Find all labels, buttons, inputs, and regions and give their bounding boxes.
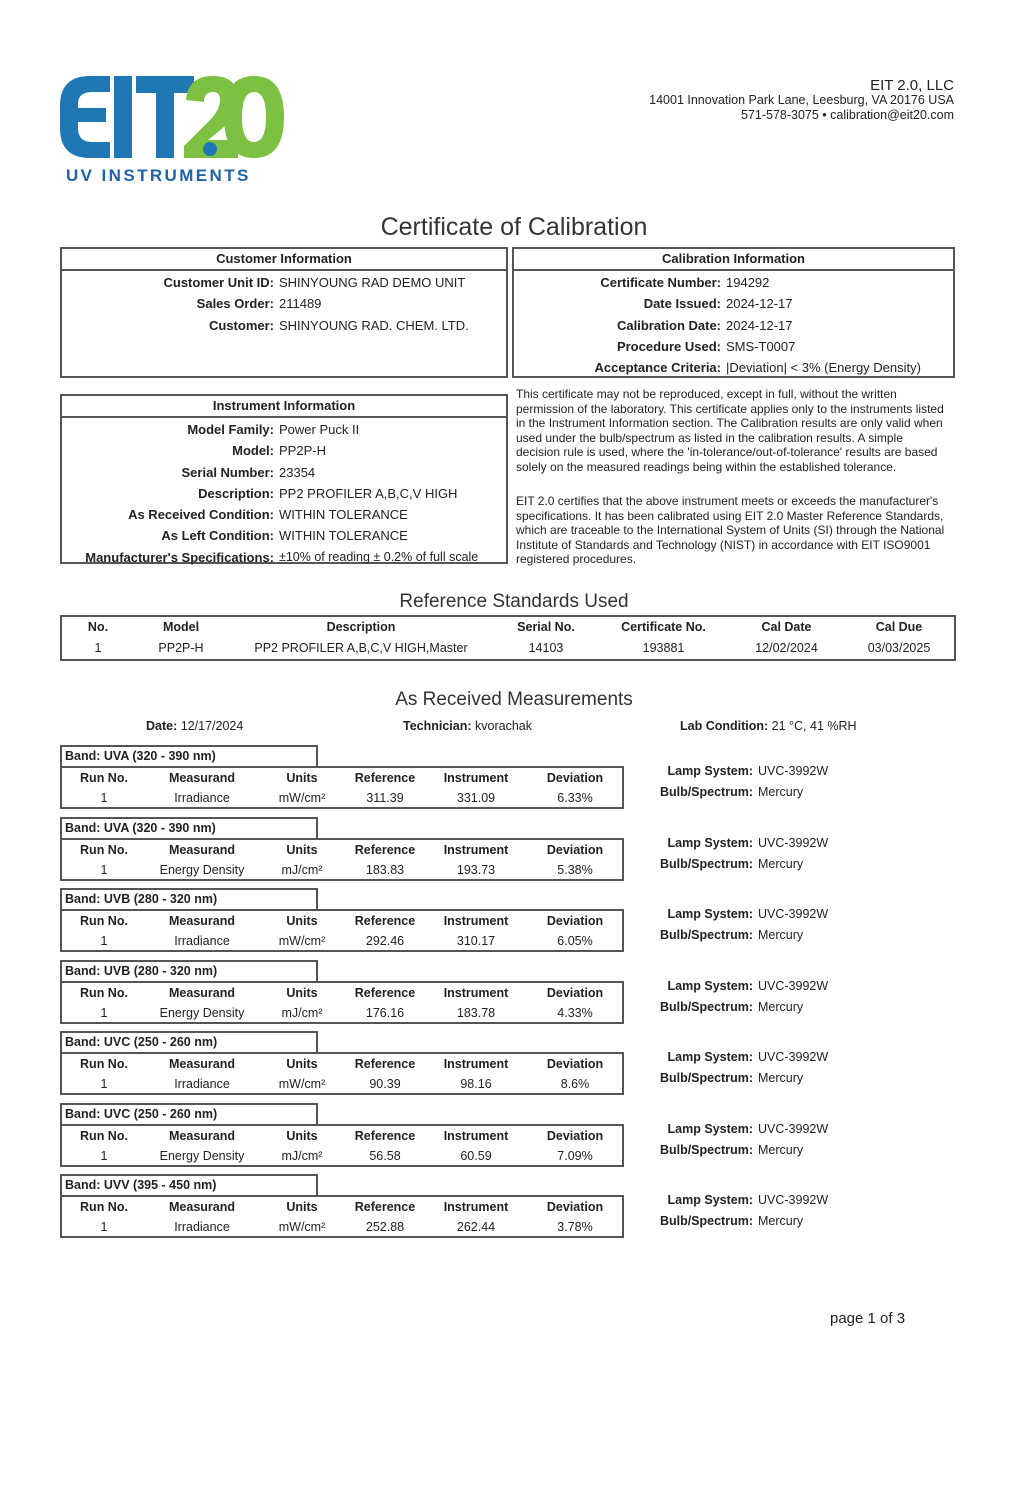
column-header: Units <box>286 1200 318 1214</box>
bulb-spectrum-label: Bulb/Spectrum: <box>659 1071 753 1085</box>
info-label: Customer Unit ID: <box>163 275 274 290</box>
lamp-system-value: UVC-3992W <box>758 1050 829 1064</box>
table-cell: 331.09 <box>456 791 496 805</box>
info-value: 23354 <box>279 464 316 480</box>
column-header: Units <box>286 843 318 857</box>
bulb-spectrum-value: Mercury <box>758 785 804 799</box>
info-value: 194292 <box>726 275 770 290</box>
column-header: Deviation <box>546 771 604 785</box>
info-value: |Deviation| < 3% (Energy Density) <box>726 360 921 376</box>
info-row <box>62 272 506 293</box>
table-cell: mJ/cm² <box>281 1149 323 1163</box>
lamp-system-label: Lamp System: <box>667 1193 753 1207</box>
band-label: Band: UVB (280 - 320 nm) <box>60 888 318 909</box>
column-header: Deviation <box>546 843 604 857</box>
column-header: Units <box>286 914 318 928</box>
table-cell: 310.17 <box>456 934 496 948</box>
band-label: Band: UVA (320 - 390 nm) <box>60 817 318 838</box>
column-header: Deviation <box>546 914 604 928</box>
lamp-system-value: UVC-3992W <box>758 1193 829 1207</box>
table-cell: 14103 <box>528 641 564 655</box>
measurement-table <box>60 838 624 881</box>
table-cell: Irradiance <box>174 791 230 805</box>
reference-standards-table <box>60 615 956 661</box>
table-row <box>62 638 954 659</box>
column-header: Reference <box>354 843 416 857</box>
bulb-spectrum-value: Mercury <box>758 1071 804 1085</box>
info-label: Date Issued: <box>643 296 721 312</box>
lamp-system-label: Lamp System: <box>667 979 753 993</box>
lab-condition <box>680 719 857 733</box>
customer-information-box <box>60 247 508 378</box>
instrument-information-heading: Instrument Information <box>62 396 506 418</box>
table-cell: 12/02/2024 <box>755 641 818 655</box>
bulb-spectrum-value: Mercury <box>758 857 804 871</box>
bulb-spectrum-value: Mercury <box>758 928 804 942</box>
info-value: SHINYOUNG RAD. CHEM. LTD. <box>279 317 469 333</box>
table-row <box>62 1146 622 1166</box>
column-header: Certificate No. <box>621 620 706 634</box>
table-cell: Energy Density <box>159 1149 245 1163</box>
info-label: Model Family: <box>187 422 274 437</box>
info-label: Manufacturer's Specifications: <box>85 549 274 565</box>
lamp-info <box>655 833 828 875</box>
table-cell: 262.44 <box>456 1220 496 1234</box>
info-value: WITHIN TOLERANCE <box>279 507 408 523</box>
company-name: EIT 2.0, LLC <box>870 77 954 94</box>
table-cell: 176.16 <box>365 1006 405 1020</box>
column-header: Units <box>286 986 318 1000</box>
bulb-spectrum-label: Bulb/Spectrum: <box>659 1143 753 1157</box>
table-header-row <box>62 911 622 931</box>
table-cell: 193.73 <box>456 863 496 877</box>
lamp-system-value: UVC-3992W <box>758 764 829 778</box>
info-label: Procedure Used: <box>616 338 721 354</box>
table-cell: Irradiance <box>174 934 230 948</box>
table-cell: 183.78 <box>456 1006 496 1020</box>
measurement-date <box>146 719 243 733</box>
table-cell: 1 <box>100 934 108 948</box>
table-cell: 1 <box>100 1077 108 1091</box>
table-cell: 1 <box>100 1220 108 1234</box>
lamp-system-label: Lamp System: <box>667 764 753 778</box>
column-header: Measurand <box>169 1057 235 1071</box>
technician-value: kvorachak <box>475 719 532 733</box>
info-label: As Left Condition: <box>161 528 274 544</box>
column-header: Run No. <box>80 914 128 928</box>
info-row <box>62 419 506 440</box>
table-cell: 311.39 <box>366 791 404 805</box>
column-header: Cal Date <box>761 620 812 634</box>
table-row <box>62 931 622 951</box>
lamp-system-label: Lamp System: <box>667 836 753 850</box>
column-header: Instrument <box>443 771 509 785</box>
info-value: SHINYOUNG RAD DEMO UNIT <box>279 275 466 290</box>
bulb-spectrum-label: Bulb/Spectrum: <box>659 1214 753 1228</box>
column-header: Reference <box>354 1200 416 1214</box>
table-cell: mW/cm² <box>278 1077 326 1091</box>
table-cell: mW/cm² <box>278 934 326 948</box>
column-header: Run No. <box>80 986 128 1000</box>
info-row <box>62 525 506 546</box>
column-header: Measurand <box>169 771 235 785</box>
band-label: Band: UVC (250 - 260 nm) <box>60 1031 318 1052</box>
calibration-information-heading: Calibration Information <box>514 249 953 271</box>
reproduction-notice: This certificate may not be reproduced, except in full, without the written permission of the laboratory. This certificate applies only to the instruments listed in the Instrument Information section. The Calibration results are only valid when used under the bulb/spectrum as listed in the calibration results. A simple decision rule is used, where the 'in-tolerance/out-of-tolerance' results are based solely on the measured readings being within the established tolerance. <box>516 387 944 474</box>
table-header-row <box>62 1126 622 1146</box>
lamp-system-label: Lamp System: <box>667 1050 753 1064</box>
column-header: Run No. <box>80 1200 128 1214</box>
lamp-info <box>655 1047 828 1089</box>
bulb-spectrum-label: Bulb/Spectrum: <box>659 785 753 799</box>
as-received-title: As Received Measurements <box>395 689 633 710</box>
bulb-spectrum-label: Bulb/Spectrum: <box>659 857 753 871</box>
lamp-info <box>655 1119 828 1161</box>
info-row <box>514 336 953 357</box>
table-cell: 183.83 <box>365 863 405 877</box>
column-header: Units <box>286 771 318 785</box>
table-header-row <box>62 1054 622 1074</box>
table-cell: 7.09% <box>557 1149 593 1163</box>
column-header: Instrument <box>443 986 509 1000</box>
column-header: Cal Due <box>875 620 923 634</box>
info-row <box>62 504 506 525</box>
info-label: As Received Condition: <box>128 507 274 523</box>
column-header: Units <box>286 1129 318 1143</box>
info-row <box>514 357 953 378</box>
column-header: Instrument <box>443 843 509 857</box>
table-cell: 6.33% <box>557 791 593 805</box>
info-row <box>514 272 953 293</box>
column-header: Measurand <box>169 914 235 928</box>
table-cell: 193881 <box>642 641 685 655</box>
measurement-table <box>60 1124 624 1167</box>
table-header-row <box>62 840 622 860</box>
column-header: Measurand <box>169 1129 235 1143</box>
company-contact: 571-578-3075 • calibration@eit20.com <box>740 108 954 122</box>
column-header: Description <box>326 620 396 634</box>
column-header: Reference <box>354 1057 416 1071</box>
bulb-spectrum-label: Bulb/Spectrum: <box>659 1000 753 1014</box>
column-header: Deviation <box>546 986 604 1000</box>
instrument-information-box <box>60 394 508 564</box>
info-label: Description: <box>198 485 274 501</box>
date-label: Date: <box>146 719 178 733</box>
table-cell: 1 <box>100 1006 108 1020</box>
page-number: page 1 of 3 <box>830 1310 906 1327</box>
table-cell: 252.88 <box>365 1220 405 1234</box>
info-value: SMS-T0007 <box>726 338 796 354</box>
info-row <box>62 462 506 483</box>
lab-condition-label: Lab Condition: <box>680 719 769 733</box>
bulb-spectrum-value: Mercury <box>758 1214 804 1228</box>
table-cell: 1 <box>100 863 108 877</box>
info-value: 2024-12-17 <box>726 296 793 312</box>
table-cell: 8.6% <box>560 1077 590 1091</box>
column-header: Deviation <box>546 1057 604 1071</box>
bulb-spectrum-value: Mercury <box>758 1143 804 1157</box>
lab-condition-value: 21 °C, 41 %RH <box>771 719 857 733</box>
table-row <box>62 788 622 808</box>
band-label: Band: UVV (395 - 450 nm) <box>60 1174 318 1195</box>
date-value: 12/17/2024 <box>180 719 244 733</box>
table-header-row <box>62 768 622 788</box>
table-cell: 1 <box>94 641 102 655</box>
reference-standards-title: Reference Standards Used <box>399 591 629 612</box>
table-cell: 292.46 <box>365 934 405 948</box>
table-cell: PP2 PROFILER A,B,C,V HIGH,Master <box>254 641 468 655</box>
measurement-table <box>60 981 624 1024</box>
column-header: Measurand <box>169 986 235 1000</box>
column-header: Instrument <box>443 914 509 928</box>
table-header-row <box>62 1197 622 1217</box>
measurement-table <box>60 909 624 952</box>
table-cell: 3.78% <box>557 1220 593 1234</box>
info-value: 2024-12-17 <box>726 317 793 333</box>
info-label: Calibration Date: <box>616 317 721 333</box>
info-value: WITHIN TOLERANCE <box>279 528 408 544</box>
info-row <box>514 315 953 336</box>
table-cell: PP2P-H <box>158 641 204 655</box>
page-title: Certificate of Calibration <box>380 213 648 241</box>
info-value: PP2P-H <box>279 443 326 459</box>
info-row <box>62 440 506 461</box>
table-cell: 4.33% <box>557 1006 593 1020</box>
customer-information-heading: Customer Information <box>62 249 506 271</box>
measurement-table <box>60 1052 624 1095</box>
lamp-system-value: UVC-3992W <box>758 907 829 921</box>
column-header: Instrument <box>443 1129 509 1143</box>
lamp-system-label: Lamp System: <box>667 907 753 921</box>
column-header: Instrument <box>443 1200 509 1214</box>
table-cell: mJ/cm² <box>281 1006 323 1020</box>
table-row <box>62 860 622 880</box>
company-address: 14001 Innovation Park Lane, Leesburg, VA 20176 USA <box>649 93 954 107</box>
table-row <box>62 1217 622 1237</box>
band-label: Band: UVB (280 - 320 nm) <box>60 960 318 981</box>
column-header: Instrument <box>443 1057 509 1071</box>
lamp-info <box>655 904 828 946</box>
info-label: Sales Order: <box>196 296 274 312</box>
column-header: Reference <box>354 914 416 928</box>
table-cell: Energy Density <box>159 1006 245 1020</box>
company-address-block <box>649 78 954 123</box>
column-header: No. <box>87 620 109 634</box>
column-header: Measurand <box>169 1200 235 1214</box>
column-header: Reference <box>354 1129 416 1143</box>
band-label: Band: UVC (250 - 260 nm) <box>60 1103 318 1124</box>
info-label: Serial Number: <box>181 464 274 480</box>
lamp-info <box>655 761 828 803</box>
column-header: Reference <box>354 986 416 1000</box>
bulb-spectrum-label: Bulb/Spectrum: <box>659 928 753 942</box>
info-label: Model: <box>232 443 274 459</box>
table-cell: 03/03/2025 <box>867 641 931 655</box>
table-cell: Irradiance <box>174 1077 230 1091</box>
table-cell: 98.16 <box>460 1077 492 1091</box>
table-cell: mJ/cm² <box>281 863 323 877</box>
lamp-system-value: UVC-3992W <box>758 1122 829 1136</box>
column-header: Run No. <box>80 1129 128 1143</box>
table-cell: Energy Density <box>159 863 245 877</box>
column-header: Measurand <box>169 843 235 857</box>
info-value: PP2 PROFILER A,B,C,V HIGH <box>279 485 458 501</box>
info-value: Power Puck II <box>279 422 360 437</box>
lamp-system-value: UVC-3992W <box>758 979 829 993</box>
lamp-system-value: UVC-3992W <box>758 836 829 850</box>
info-value: 211489 <box>279 296 322 312</box>
table-cell: 90.39 <box>369 1077 401 1091</box>
measurement-table <box>60 1195 624 1238</box>
column-header: Run No. <box>80 1057 128 1071</box>
column-header: Deviation <box>546 1200 604 1214</box>
table-cell: 6.05% <box>557 934 593 948</box>
info-row <box>62 483 506 504</box>
info-row <box>514 293 953 314</box>
calibration-information-box <box>512 247 955 378</box>
lamp-info <box>655 976 828 1018</box>
column-header: Model <box>162 620 200 634</box>
table-cell: 56.58 <box>369 1149 401 1163</box>
table-cell: Irradiance <box>174 1220 230 1234</box>
column-header: Run No. <box>80 771 128 785</box>
bulb-spectrum-value: Mercury <box>758 1000 804 1014</box>
info-label: Customer: <box>208 317 274 333</box>
certification-statement: EIT 2.0 certifies that the above instrument meets or exceeds the manufacturer's specifications. It has been calibrated using EIT 2.0 Master Reference Standards, which are traceable to the International System of Units (SI) through the National Institute of Standards and Technology (NIST) in accordance with EIT ISO9001 registered procedures. <box>516 494 945 566</box>
logo-tagline: UV INSTRUMENTS <box>66 166 251 185</box>
table-cell: mW/cm² <box>278 1220 326 1234</box>
technician <box>403 719 532 733</box>
table-row <box>62 1074 622 1094</box>
info-row <box>62 315 506 336</box>
column-header: Run No. <box>80 843 128 857</box>
table-header-row <box>62 983 622 1003</box>
table-cell: mW/cm² <box>278 791 326 805</box>
table-header-row <box>62 617 954 638</box>
table-cell: 1 <box>100 1149 108 1163</box>
table-row <box>62 1003 622 1023</box>
column-header: Serial No. <box>517 620 575 634</box>
info-label: Certificate Number: <box>600 275 721 290</box>
technician-label: Technician: <box>403 719 472 733</box>
info-row <box>62 547 506 568</box>
column-header: Reference <box>354 771 416 785</box>
table-cell: 5.38% <box>557 863 593 877</box>
info-row <box>62 293 506 314</box>
column-header: Deviation <box>546 1129 604 1143</box>
lamp-system-label: Lamp System: <box>667 1122 753 1136</box>
table-cell: 1 <box>100 791 108 805</box>
band-label: Band: UVA (320 - 390 nm) <box>60 745 318 766</box>
measurement-table <box>60 766 624 809</box>
info-value: ±10% of reading ± 0.2% of full scale <box>279 549 479 564</box>
info-label: Acceptance Criteria: <box>594 360 721 376</box>
table-cell: 60.59 <box>460 1149 492 1163</box>
lamp-info <box>655 1190 828 1232</box>
column-header: Units <box>286 1057 318 1071</box>
